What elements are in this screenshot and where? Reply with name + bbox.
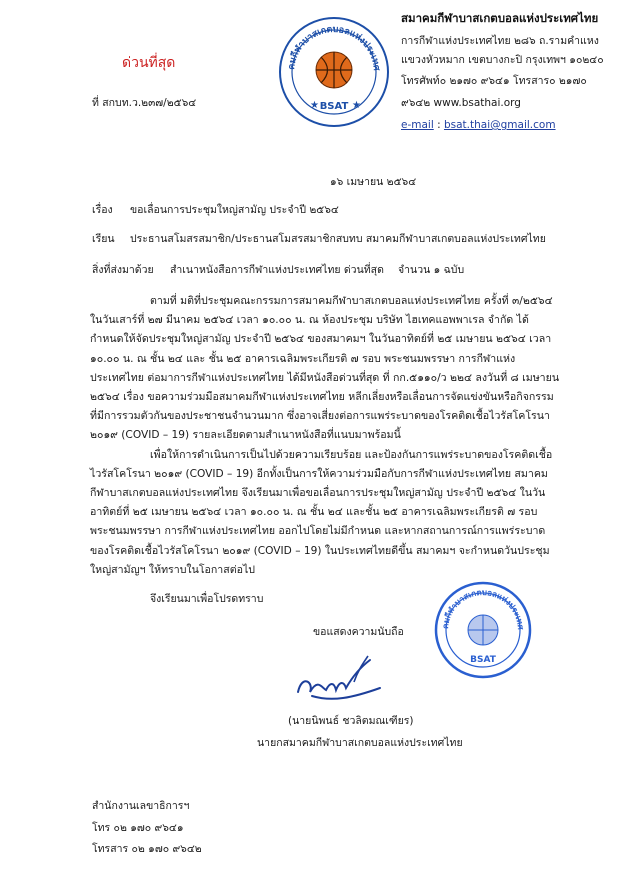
footer-phone: โทร ๐๒ ๑๗๐ ๙๖๔๑ xyxy=(92,822,184,834)
urgency-label: ด่วนที่สุด xyxy=(122,55,176,71)
subject-text: ขอเลื่อนการประชุมใหญ่สามัญ ประจำปี ๒๕๖๔ xyxy=(130,204,339,216)
org-email-row xyxy=(401,119,556,132)
logo-bottom-text: BSAT xyxy=(319,101,349,112)
closing-request: จึงเรียนมาเพื่อโปรดทราบ xyxy=(150,593,264,605)
footer-office: สำนักงานเลขาธิการฯ xyxy=(92,800,190,812)
association-seal xyxy=(433,580,533,680)
svg-text:★: ★ xyxy=(310,100,319,111)
enclosure-text: สำเนาหนังสือการกีฬาแห่งประเทศไทย ด่วนที่สุด xyxy=(170,264,384,276)
recipient-label: เรียน xyxy=(92,233,115,245)
footer-fax: โทรสาร ๐๒ ๑๗๐ ๙๖๔๒ xyxy=(92,843,202,855)
closing-salutation: ขอแสดงความนับถือ xyxy=(313,626,404,638)
seal-bottom-text: BSAT xyxy=(470,655,496,665)
svg-text:★: ★ xyxy=(352,100,361,111)
recipient-text: ประธานสโมสรสมาชิก/ประธานสโมสรสมาชิกสบทบ สมาคมกีฬาบาสเกตบอลแห่งประเทศไทย xyxy=(130,233,546,245)
logo-top-text: คมกีฬาบาสเกตบอลแห่งประเทศ xyxy=(286,24,382,72)
org-name: สมาคมกีฬาบาสเกตบอลแห่งประเทศไทย xyxy=(401,11,599,25)
org-fax-website: ๙๖๔๒ www.bsathai.org xyxy=(401,97,521,109)
document-number: ที่ สกบท.ว.๒๓๗/๒๕๖๔ xyxy=(92,97,197,109)
org-phone: โทรศัพท์๐ ๒๑๗๐ ๙๖๔๑ โทรสาร๐ ๒๑๗๐ xyxy=(401,75,587,87)
association-logo xyxy=(278,16,390,128)
body-paragraph-2: เพื่อให้การดำเนินการเป็นไปด้วยความเรียบร้อย และป้องกันการแพร่ระบาดของโรคติดเชื้อไวรัสโคโรนา ๒๐๑๙ (COVID – 19) อีกทั้งเป็นการให้ความร่วมมือกับการกีฬาแห่งประเทศไทย สมาคมกีฬาบาสเกตบอลแห่งประเทศไทย จึงเรียนมาเพื่อขอเลื่อนการประชุมใหญ่สามัญ ประจำปี ๒๕๖๔ ในวันอาทิตย์ที่ ๒๕ เมษายน ๒๕๖๔ เวลา ๑๐.๐๐ น. ณ ชั้น ๒๔ และชั้น ๒๕ อาคารเฉลิมพระเกียรติ ๗ รอบ พระชนมพรรษา การกีฬาแห่งประเทศไทย ออกไปโดยไม่มีกำหนด และหากสถานการณ์การแพร่ระบาดของโรคติดเชื้อไวรัสโคโรนา ๒๐๑๙ (COVID – 19) ในประเทศไทยดีขึ้น สมาคมฯ จะกำหนดวันประชุมใหญ่สามัญฯ ให้ทราบในโอกาสต่อไป xyxy=(90,448,553,576)
org-address-line2: แขวงหัวหมาก เขตบางกะปิ กรุงเทพฯ ๑๐๒๔๐ xyxy=(401,54,604,66)
enclosure-label: สิ่งที่ส่งมาด้วย xyxy=(92,264,154,276)
signature xyxy=(292,652,392,707)
email-link[interactable]: bsat.thai@gmail.com xyxy=(443,119,556,131)
signer-name: (นายนิพนธ์ ชวลิตมณเฑียร) xyxy=(288,715,414,727)
email-separator: : xyxy=(433,119,444,131)
body-paragraph-1: ตามที่ มติที่ประชุมคณะกรรมการสมาคมกีฬาบาสเกตบอลแห่งประเทศไทย ครั้งที่ ๓/๒๕๖๔ ในวันเสาร์ที่ ๒๗ มีนาคม ๒๕๖๔ เวลา ๑๐.๐๐ น. ณ ห้องประชุม บริษัท ไฮเทคแอพพาเรล จำกัด ได้กำหนดให้จัดประชุมใหญ่สามัญ ประจำปี ๒๕๖๔ ของสมาคมฯ ในวันอาทิตย์ที่ ๒๕ เมษายน ๒๕๖๔ เวลา ๑๐.๐๐ น. ณ ชั้น ๒๔ และ ชั้น ๒๕ อาคารเฉลิมพระเกียรติ ๗ รอบ พระชนมพรรษา การกีฬาแห่งประเทศไทย ต่อมาการกีฬาแห่งประเทศไทย ได้มีหนังสือด่วนที่สุด ที่ กก.๕๑๑๐/ว ๒๒๔ ลงวันที่ ๘ เมษายน ๒๕๖๔ เรื่อง ขอความร่วมมือสมาคมกีฬาแห่งประเทศไทย หลีกเลี่ยงหรือเลื่อนการจัดแข่งขันหรือกิจกรรมที่มีการรวมตัวกันของประชาชนจำนวนมาก ซึ่งอาจเสี่ยงต่อการแพร่ระบาดของโรคติดเชื้อไวรัสโคโรนา ๒๐๑๙ (COVID – 19) รายละเอียดตามสำเนาหนังสือที่แนบมาพร้อมนี้ xyxy=(90,295,560,442)
subject-label: เรื่อง xyxy=(92,204,113,216)
seal-top-text: คมกีฬาบาสเกตบอลแห่งประเทศ xyxy=(440,587,526,630)
letter-body xyxy=(90,292,560,580)
enclosure-count: จำนวน ๑ ฉบับ xyxy=(398,264,465,276)
email-label: e-mail xyxy=(401,119,434,131)
org-address-line1: การกีฬาแห่งประเทศไทย ๒๘๖ ถ.รามคำแหง xyxy=(401,35,599,47)
signer-title: นายกสมาคมกีฬาบาสเกตบอลแห่งประเทศไทย xyxy=(257,737,463,749)
letter-date: ๑๖ เมษายน ๒๕๖๔ xyxy=(330,176,417,188)
